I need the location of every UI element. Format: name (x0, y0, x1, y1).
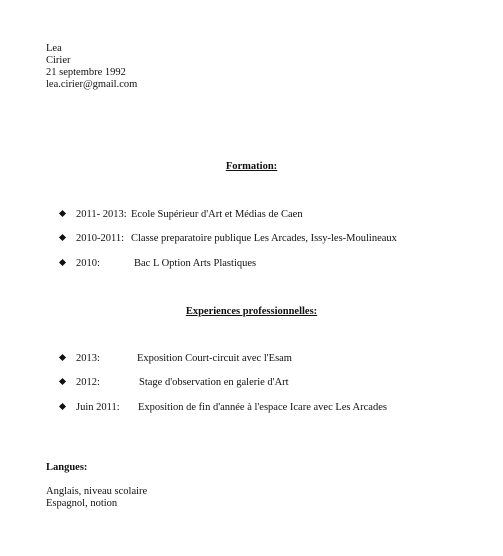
langue-item: Espagnol, notion (46, 498, 118, 509)
formation-item-date: 2010-2011: (76, 233, 125, 244)
diamond-bullet-icon (59, 403, 66, 410)
diamond-bullet-icon (59, 210, 66, 217)
langue-item: Anglais, niveau scolaire (46, 486, 148, 497)
experience-item-text: Exposition Court-circuit avec l'Esam (137, 353, 292, 364)
diamond-bullet-icon (59, 234, 66, 241)
experience-item-date: Juin 2011: (76, 402, 120, 413)
formation-item-date: 2011- 2013: (76, 209, 127, 220)
experience-item-text: Exposition de fin d'année à l'espace Icare avec Les Arcades (138, 402, 387, 413)
diamond-bullet-icon (59, 259, 66, 266)
experience-item-date: 2013: (76, 353, 100, 364)
first-name: Lea (46, 43, 62, 54)
formation-title: Formation: (225, 161, 278, 172)
formation-item-text: Ecole Supérieur d'Art et Médias de Caen (131, 209, 303, 220)
formation-item-text: Bac L Option Arts Plastiques (134, 258, 257, 269)
formation-item-text: Classe preparatoire publique Les Arcades, Issy-les-Moulineaux (131, 233, 397, 244)
email: lea.cirier@gmail.com (46, 79, 138, 90)
experience-item-date: 2012: (76, 377, 100, 388)
experience-item-text: Stage d'observation en galerie d'Art (139, 377, 289, 388)
last-name: Cirier (46, 55, 71, 66)
langues-title: Langues: (46, 462, 88, 473)
experiences-title: Experiences professionnelles: (185, 306, 318, 317)
diamond-bullet-icon (59, 378, 66, 385)
birth-date: 21 septembre 1992 (46, 67, 126, 78)
diamond-bullet-icon (59, 354, 66, 361)
formation-item-date: 2010: (76, 258, 100, 269)
